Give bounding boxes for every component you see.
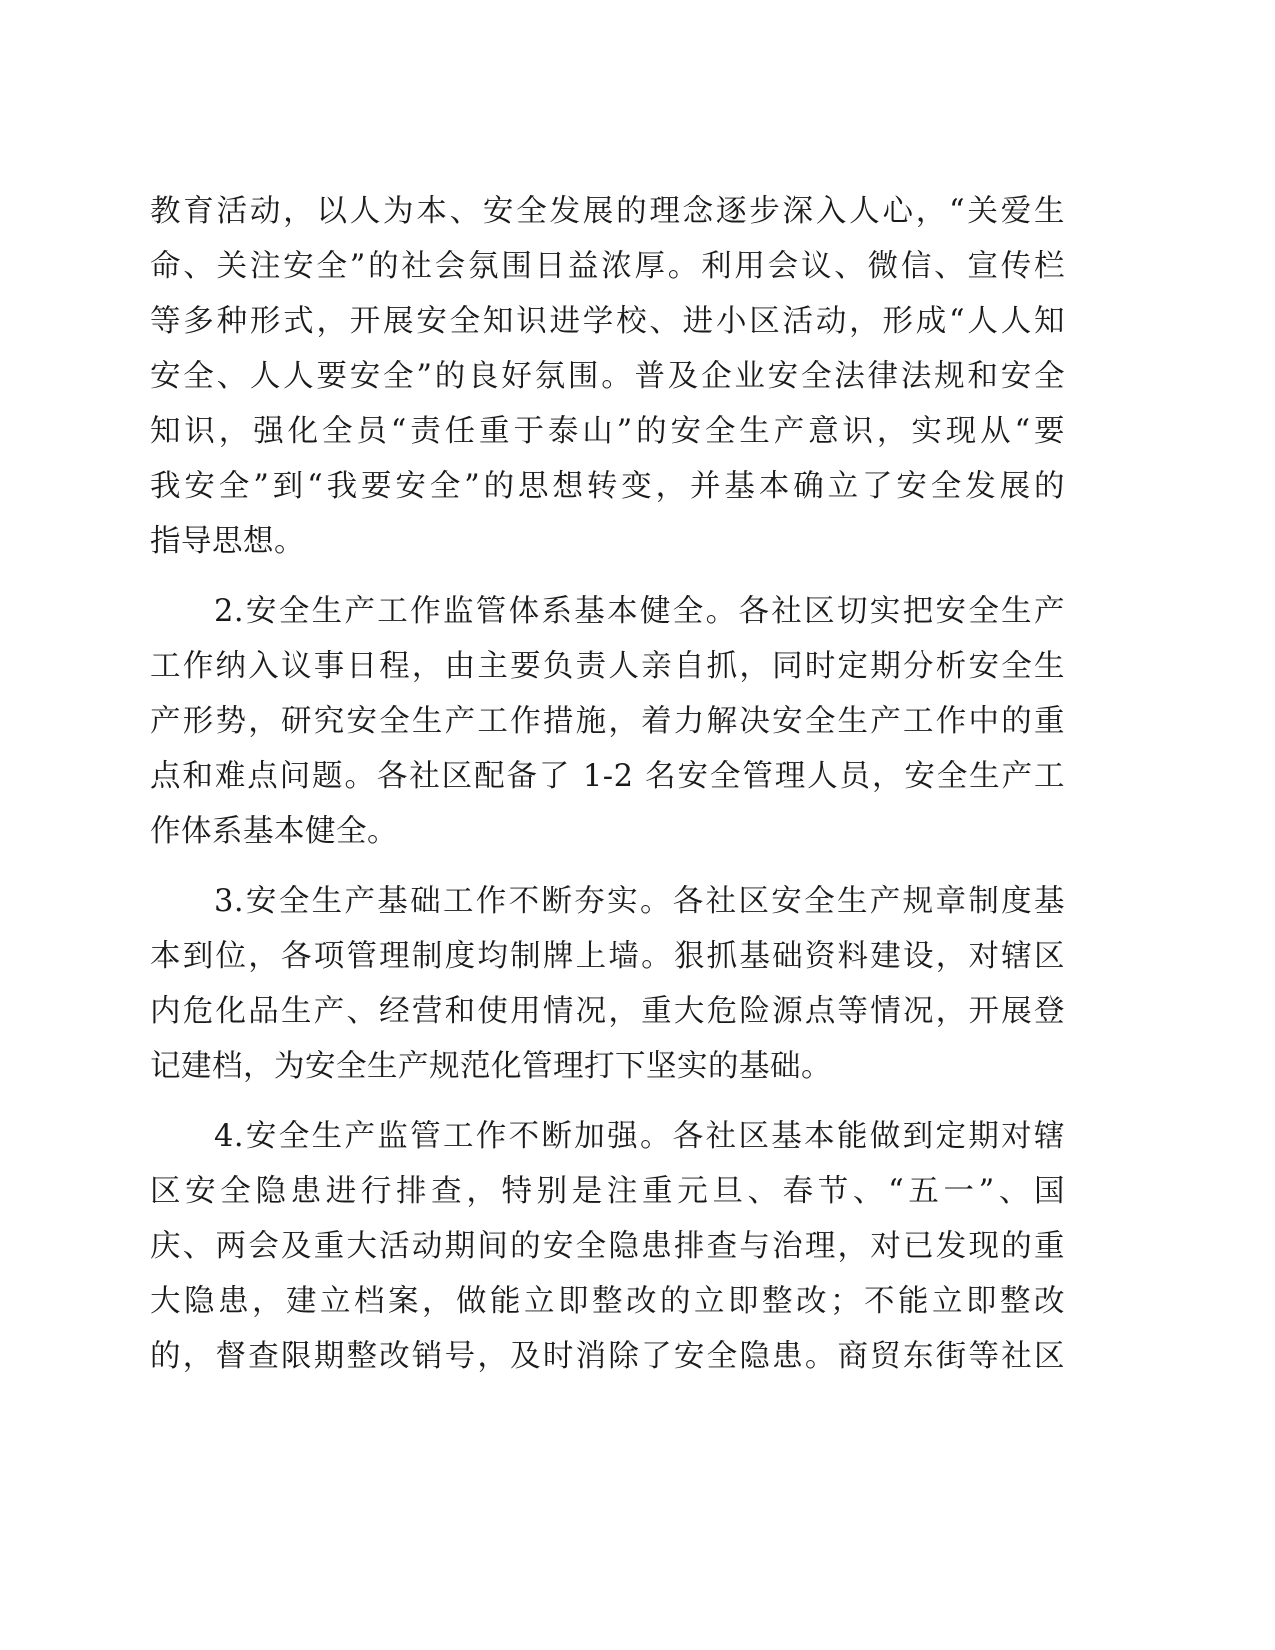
paragraph-4 — [150, 1109, 1065, 1384]
paragraph-1 — [150, 184, 1065, 569]
text-line: 2.安全生产工作监管体系基本健全。各社区切实把安全生产 — [214, 594, 1065, 629]
paragraph-gap — [150, 1094, 1065, 1109]
text-line: 安全、人人要安全”的良好氛围。普及企业安全法律法规和安全 — [150, 359, 1065, 394]
text-line: 本到位，各项管理制度均制牌上墙。狠抓基础资料建设，对辖区 — [150, 939, 1065, 974]
text-line: 指导思想。 — [150, 524, 305, 559]
paragraph-gap — [150, 859, 1065, 874]
text-line: 产形势，研究安全生产工作措施，着力解决安全生产工作中的重 — [150, 704, 1065, 739]
text-line: 工作纳入议事日程，由主要负责人亲自抓，同时定期分析安全生 — [150, 649, 1065, 684]
paragraph-3 — [150, 874, 1065, 1094]
text-line: 记建档，为安全生产规范化管理打下坚实的基础。 — [150, 1049, 832, 1084]
text-line: 3.安全生产基础工作不断夯实。各社区安全生产规章制度基 — [214, 884, 1065, 919]
paragraph-gap — [150, 569, 1065, 584]
text-line: 作体系基本健全。 — [150, 814, 398, 849]
text-line: 教育活动，以人为本、安全发展的理念逐步深入人心，“关爱生 — [150, 194, 1065, 229]
text-line: 区安全隐患进行排查，特别是注重元旦、春节、“五一”、国 — [150, 1174, 1065, 1209]
text-line: 我安全”到“我要安全”的思想转变，并基本确立了安全发展的 — [150, 469, 1065, 504]
text-line: 知识，强化全员“责任重于泰山”的安全生产意识，实现从“要 — [150, 414, 1065, 449]
text-line: 等多种形式，开展安全知识进学校、进小区活动，形成“人人知 — [150, 304, 1065, 339]
text-line: 命、关注安全”的社会氛围日益浓厚。利用会议、微信、宣传栏 — [150, 249, 1065, 284]
text-line: 4.安全生产监管工作不断加强。各社区基本能做到定期对辖 — [214, 1119, 1065, 1154]
text-line: 内危化品生产、经营和使用情况，重大危险源点等情况，开展登 — [150, 994, 1065, 1029]
text-line: 点和难点问题。各社区配备了 1-2 名安全管理人员，安全生产工 — [150, 759, 1065, 794]
paragraph-2 — [150, 584, 1065, 859]
document-page — [150, 184, 1065, 1384]
text-line: 大隐患，建立档案，做能立即整改的立即整改；不能立即整改 — [150, 1284, 1065, 1319]
text-line: 庆、两会及重大活动期间的安全隐患排查与治理，对已发现的重 — [150, 1229, 1065, 1264]
text-line: 的，督查限期整改销号，及时消除了安全隐患。商贸东街等社区 — [150, 1339, 1065, 1374]
